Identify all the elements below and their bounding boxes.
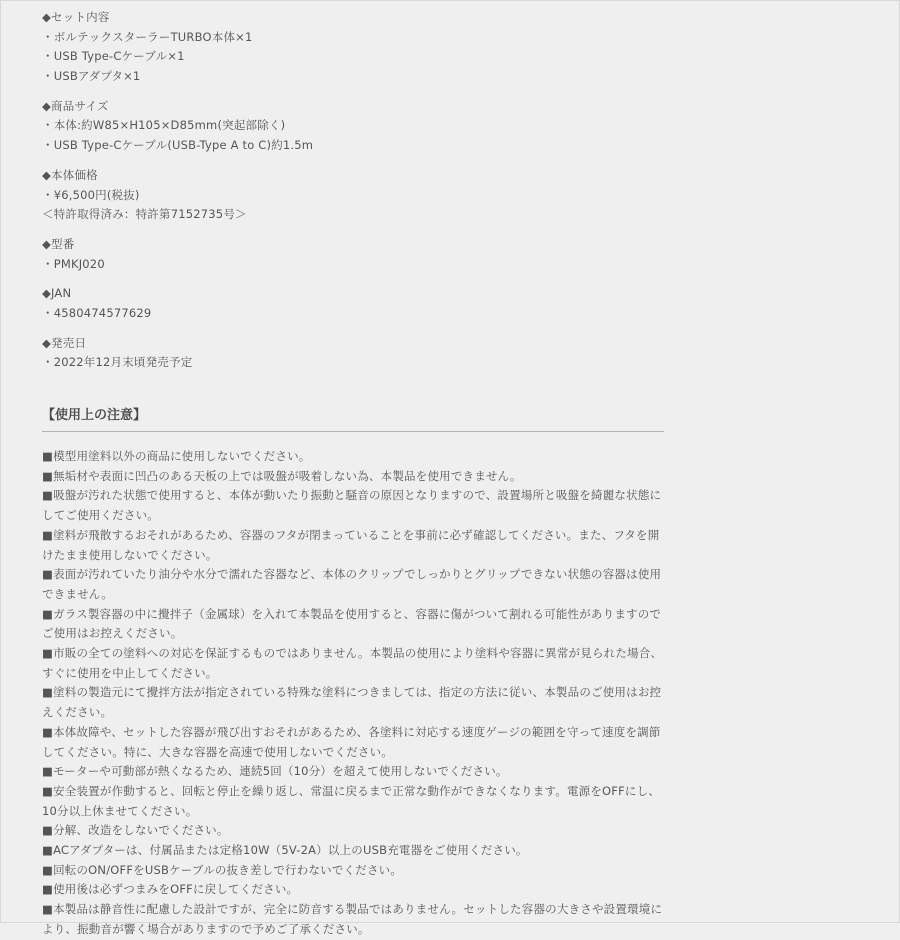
note-item: ■ガラス製容器の中に攪拌子（金属球）を入れて本製品を使用すると、容器に傷がついて割れる可能性がありますのでご使用はお控えください。	[42, 606, 662, 641]
notes-title: 【使用上の注意】	[42, 405, 664, 432]
note-item: ■本製品は静音性に配慮した設計ですが、完全に防音する製品ではありません。セットした容器の大きさや設置環境により、振動音が響く場合がありますので予めご了承ください。	[42, 902, 663, 936]
note-item: ■本体故障や、セットした容器が飛び出すおそれがあるため、各塗料に対応する速度ゲージの範囲を守って速度を調節してください。特に、大きな容器を高速で使用しないでください。	[42, 724, 661, 759]
spec-section	[42, 166, 664, 225]
note-item: ■モーターや可動部が熱くなるため、連続5回（10分）を超えて使用しないでください。	[42, 764, 508, 779]
note-item: ■塗料が飛散するおそれがあるため、容器のフタが閉まっていることを事前に必ず確認してください。また、フタを開けたまま使用しないでください。	[42, 527, 660, 562]
product-info	[42, 8, 664, 940]
note-item: ■安全装置が作動すると、回転と停止を繰り返し、常温に戻るまで正常な動作ができなくなります。電源をOFFにし、10分以上休ませてください。	[42, 783, 661, 818]
spec-heading: ◆型番	[42, 236, 75, 251]
spec-line: ・2022年12月末頃発売予定	[42, 355, 193, 370]
note-item: ■吸盤が汚れた状態で使用すると、本体が動いたり振動と騒音の原因となりますので、設置場所と吸盤を綺麗な状態にしてご使用ください。	[42, 488, 662, 523]
spec-line: ・本体:約W85×H105×D85mm(突起部除く)	[42, 118, 286, 133]
spec-section	[42, 284, 664, 323]
note-item: ■塗料の製造元にて攪拌方法が指定されている特殊な塗料につきましては、指定の方法に従い、本製品のご使用はお控えください。	[42, 685, 662, 720]
spec-section	[42, 235, 664, 274]
note-item: ■分解、改造をしないでください。	[42, 823, 229, 838]
spec-line: ・PMKJ020	[42, 256, 105, 271]
spec-line: ・USBアダプタ×1	[42, 69, 141, 84]
spec-line: ・ボルテックスターラーTURBO本体×1	[42, 29, 253, 44]
spec-heading: ◆商品サイズ	[42, 98, 109, 113]
note-item: ■市販の全ての塗料への対応を保証するものではありません。本製品の使用により塗料や容器に異常が見られた場合、すぐに使用を中止してください。	[42, 646, 663, 680]
spec-line: ・4580474577629	[42, 305, 152, 320]
spec-line: ・USB Type-Cケーブル×1	[42, 49, 185, 64]
spec-heading: ◆発売日	[42, 335, 87, 350]
note-item: ■無垢材や表面に凹凸のある天板の上では吸盤が吸着しない為、本製品を使用できません。	[42, 468, 522, 483]
spec-heading: ◆セット内容	[42, 10, 110, 24]
spec-heading: ◆本体価格	[42, 167, 98, 182]
spec-section	[42, 334, 664, 373]
note-item: ■ACアダプターは、付属品または定格10W（5V-2A）以上のUSB充電器をご使用ください。	[42, 843, 528, 858]
spec-line: ・USB Type-Cケーブル(USB-Type A to C)約1.5m	[42, 138, 314, 153]
spec-line: ＜特許取得済み：特許第7152735号＞	[42, 207, 247, 222]
spec-list	[42, 8, 664, 373]
note-item: ■表面が汚れていたり油分や水分で濡れた容器など、本体のクリップでしっかりとグリップできない状態の容器は使用できません。	[42, 567, 662, 601]
spec-section	[42, 97, 664, 156]
note-item: ■模型用塗料以外の商品に使用しないでください。	[42, 449, 311, 463]
note-item: ■使用後は必ずつまみをOFFに戻してください。	[42, 882, 299, 897]
note-item: ■回転のON/OFFをUSBケーブルの抜き差しで行わないでください。	[42, 862, 403, 877]
spec-line: ・¥6,500円(税抜)	[42, 187, 140, 202]
notes-list	[42, 447, 664, 940]
spec-heading: ◆JAN	[42, 286, 72, 301]
spec-section	[42, 8, 664, 87]
